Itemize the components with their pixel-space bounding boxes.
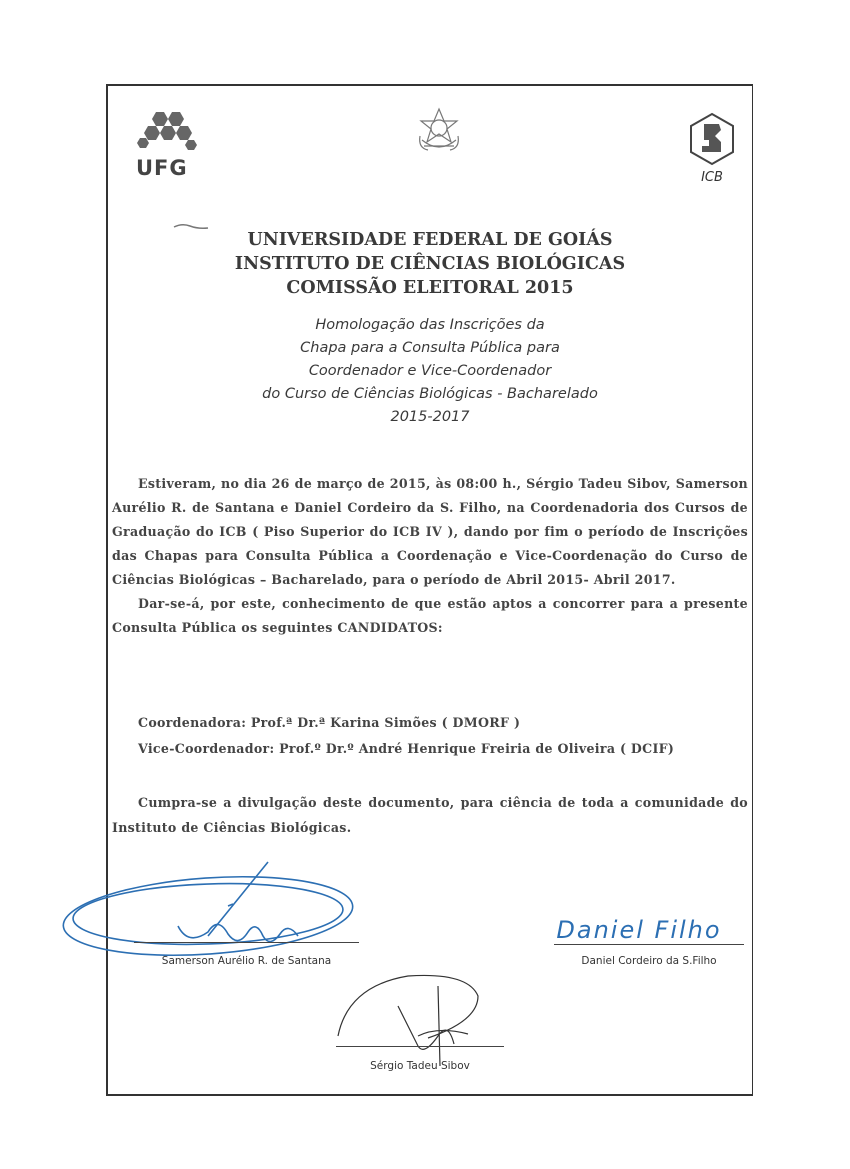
signature-line-right [554,944,744,945]
ufg-logo [136,110,202,180]
document-subtitle [108,314,752,429]
brazil-coat-of-arms-icon [414,106,464,160]
candidate-vice: Vice-Coordenador: Prof.º Dr.º André Henrique Freiria de Oliveira ( DCIF) [138,741,675,756]
header-commission: COMISSÃO ELEITORAL 2015 [286,278,574,298]
subtitle-line-4: do Curso de Ciências Biológicas - Bacharelado [262,386,598,402]
closing-paragraph: Cumpra-se a divulgação deste documento, para ciência de toda a comunidade do Instituto de Ciências Biológicas. [112,795,748,835]
document-header [108,228,752,300]
candidate-coordenadora: Coordenadora: Prof.ª Dr.ª Karina Simões ( DMORF ) [138,715,521,730]
subtitle-line-3: Coordenador e Vice-Coordenador [308,363,552,379]
signature-line-center [336,1046,504,1047]
ufg-label: UFG [136,156,188,180]
signature-left-scribble [58,856,368,966]
signature-right-handwriting: Daniel Filho [556,916,722,944]
subtitle-line-5: 2015-2017 [390,409,470,425]
signature-line-left [134,942,359,943]
document-closing [112,790,748,840]
header-institute: INSTITUTO DE CIÊNCIAS BIOLÓGICAS [234,254,626,274]
subtitle-line-2: Chapa para a Consulta Pública para [300,340,560,356]
subtitle-line-1: Homologação das Inscrições da [315,317,545,333]
header-university: UNIVERSIDADE FEDERAL DE GOIÁS [247,230,613,250]
signature-name-center: Sérgio Tadeu Sibov [370,1060,470,1072]
icb-label: ICB [701,170,723,185]
icb-emblem-icon [687,112,737,168]
body-paragraph-1: Estiveram, no dia 26 de março de 2015, às 08:00 h., Sérgio Tadeu Sibov, Samerson Aurélio R. de Santana e Daniel Cordeiro da S. Filho, na Coordenadoria dos Cursos de Graduação do ICB ( Piso Superior do ICB IV ), dando por fim o período de Inscrições das Chapas para Consulta Pública a Coordenação e Vice-Coordenação do Curso de Ciências Biológicas – Bacharelado, para o período de Abril 2015- Abril 2017. [112,476,748,587]
body-paragraph-2: Dar-se-á, por este, conhecimento de que estão aptos a concorrer para a presente Consulta Pública os seguintes CANDIDATOS: [112,596,748,635]
ufg-hexagon-icon [136,110,198,150]
signature-name-right: Daniel Cordeiro da S.Filho [581,955,717,967]
document-frame [106,84,753,1096]
candidates-list [138,710,748,762]
signature-name-left: Samerson Aurélio R. de Santana [161,955,332,967]
document-body [112,472,748,640]
icb-logo [684,112,740,185]
